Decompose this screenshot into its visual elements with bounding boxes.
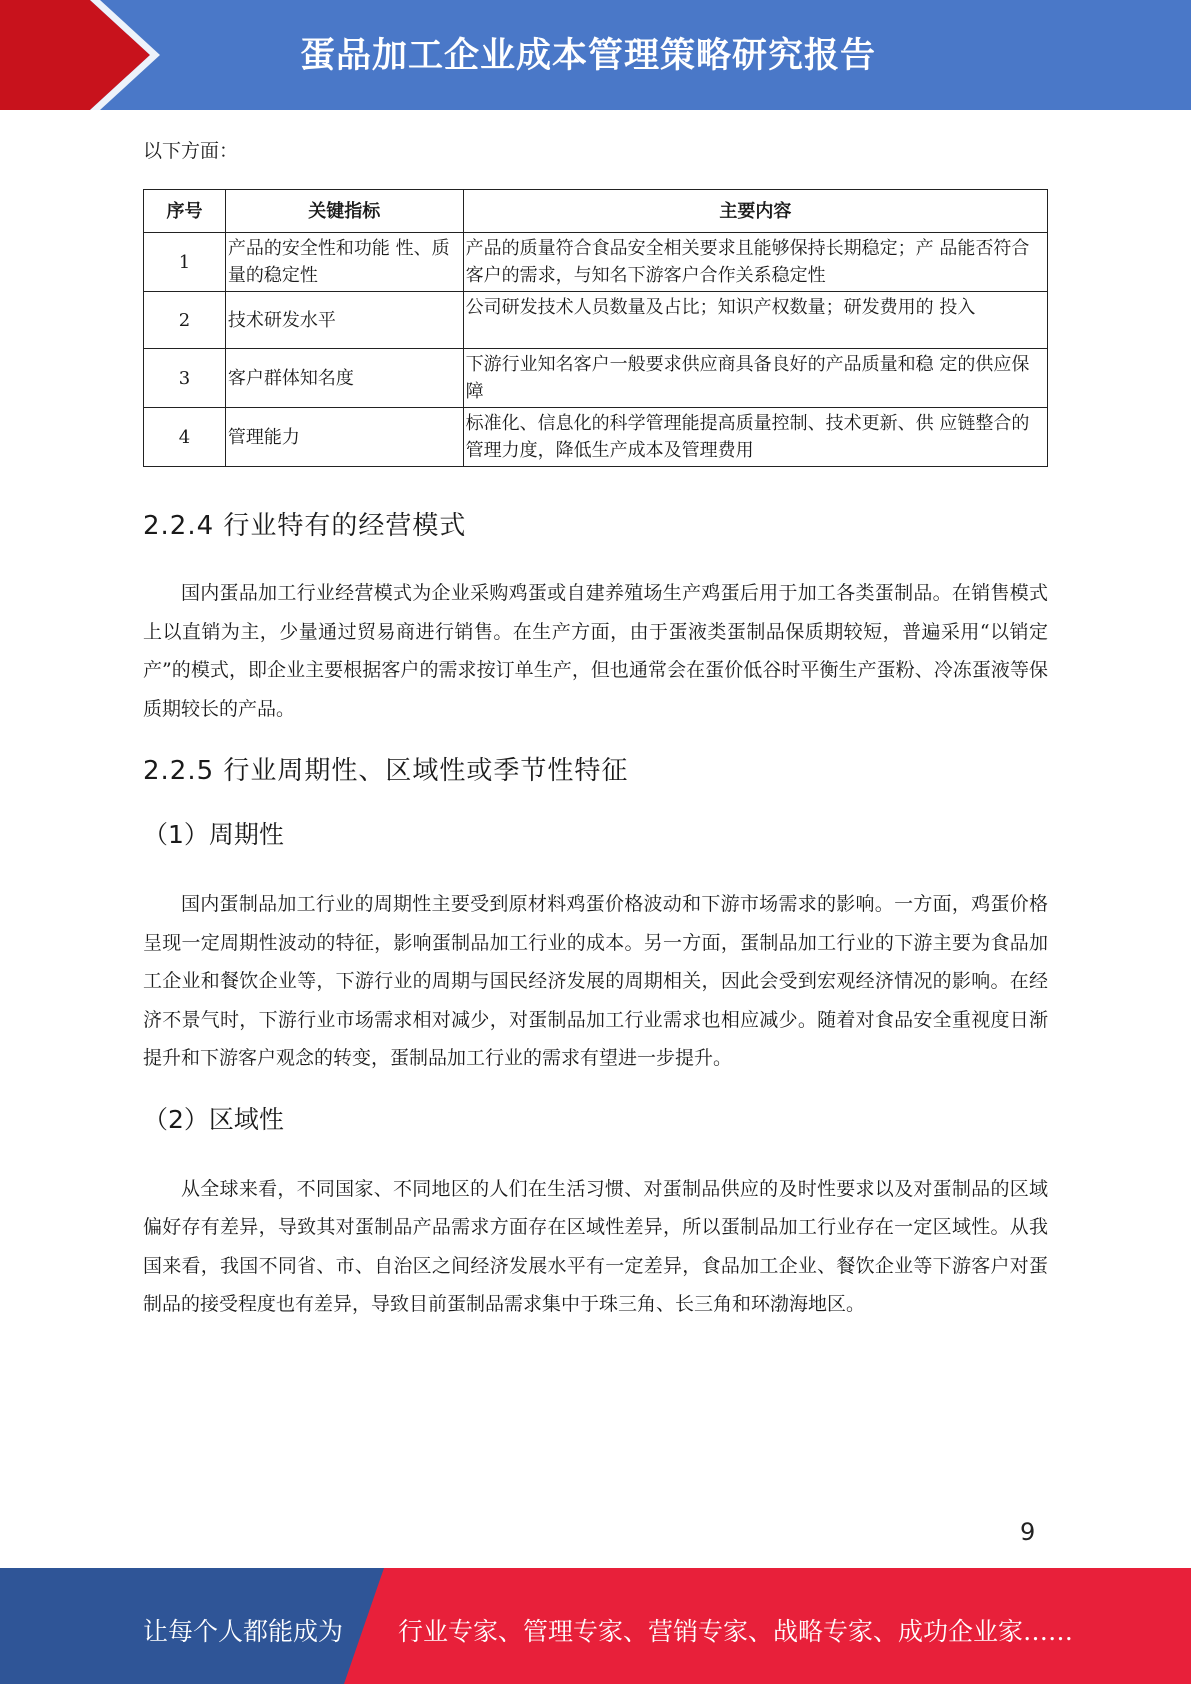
- row-indicator: 产品的安全性和功能 性、质量的稳定性: [225, 233, 463, 292]
- row-content: 产品的质量符合食品安全相关要求且能够保持长期稳定；产 品能否符合客户的需求，与知名下游客户合作关系稳定性: [463, 233, 1047, 292]
- footer-slogan-right: 行业专家、管理专家、营销专家、战略专家、成功企业家……: [398, 1617, 1074, 1646]
- row-indicator: 客户群体知名度: [225, 349, 463, 408]
- table-header-cell: 主要内容: [463, 190, 1047, 233]
- row-number: 1: [144, 233, 226, 292]
- page-content: [143, 136, 1048, 1324]
- row-indicator: 管理能力: [225, 408, 463, 467]
- table-row: [144, 349, 1048, 408]
- section-2-2-4-paragraph: 国内蛋品加工行业经营模式为企业采购鸡蛋或自建养殖场生产鸡蛋后用于加工各类蛋制品。在销售模式上以直销为主，少量通过贸易商进行销售。在生产方面，由于蛋液类蛋制品保质期较短，普遍采用“以销定产”的模式，即企业主要根据客户的需求按订单生产，但也通常会在蛋价低谷时平衡生产蛋粉、冷冻蛋液等保质期较长的产品。: [143, 582, 1048, 720]
- section-heading-2-2-4: 2.2.4 行业特有的经营模式: [143, 511, 467, 541]
- table-header-row: [144, 190, 1048, 233]
- page-footer: [0, 1568, 1191, 1684]
- row-content: 标准化、信息化的科学管理能提高质量控制、技术更新、供 应链整合的管理力度，降低生产成本及管理费用: [463, 408, 1047, 467]
- table-row: [144, 408, 1048, 467]
- row-number: 4: [144, 408, 226, 467]
- regionality-paragraph: 从全球来看，不同国家、不同地区的人们在生活习惯、对蛋制品供应的及时性要求以及对蛋制品的区域偏好存有差异，导致其对蛋制品产品需求方面存在区域性差异，所以蛋制品加工行业存在一定区域性。从我国来看，我国不同省、市、自治区之间经济发展水平有一定差异，食品加工企业、餐饮企业等下游客户对蛋制品的接受程度也有差异，导致目前蛋制品需求集中于珠三角、长三角和环渤海地区。: [143, 1177, 1048, 1315]
- table-header-cell: 关键指标: [225, 190, 463, 233]
- table-header-cell: 序号: [144, 190, 226, 233]
- table-row: [144, 292, 1048, 349]
- page-number: 9: [1020, 1518, 1036, 1546]
- header-red-arrow: [0, 0, 150, 110]
- table-row: [144, 233, 1048, 292]
- row-number: 2: [144, 292, 226, 349]
- footer-slogan-left: 让每个人都能成为: [143, 1617, 344, 1646]
- page-header: [0, 0, 1191, 110]
- intro-text: 以下方面：: [143, 140, 239, 162]
- key-indicators-table: [143, 189, 1048, 467]
- row-content: 下游行业知名客户一般要求供应商具备良好的产品质量和稳 定的供应保障: [463, 349, 1047, 408]
- row-content: 公司研发技术人员数量及占比；知识产权数量；研发费用的 投入: [463, 292, 1047, 349]
- row-indicator: 技术研发水平: [225, 292, 463, 349]
- cyclicality-paragraph: 国内蛋制品加工行业的周期性主要受到原材料鸡蛋价格波动和下游市场需求的影响。一方面，鸡蛋价格呈现一定周期性波动的特征，影响蛋制品加工行业的成本。另一方面，蛋制品加工行业的下游主要为食品加工企业和餐饮企业等，下游行业的周期与国民经济发展的周期相关，因此会受到宏观经济情况的影响。在经济不景气时，下游行业市场需求相对减少，对蛋制品加工行业需求也相应减少。随着对食品安全重视度日渐提升和下游客户观念的转变，蛋制品加工行业的需求有望进一步提升。: [143, 893, 1048, 1069]
- section-heading-2-2-5: 2.2.5 行业周期性、区域性或季节性特征: [143, 756, 629, 786]
- subheading-cyclicality: （1）周期性: [143, 820, 284, 849]
- row-number: 3: [144, 349, 226, 408]
- header-title: 蛋品加工企业成本管理策略研究报告: [300, 36, 877, 76]
- subheading-regionality: （2）区域性: [143, 1104, 284, 1134]
